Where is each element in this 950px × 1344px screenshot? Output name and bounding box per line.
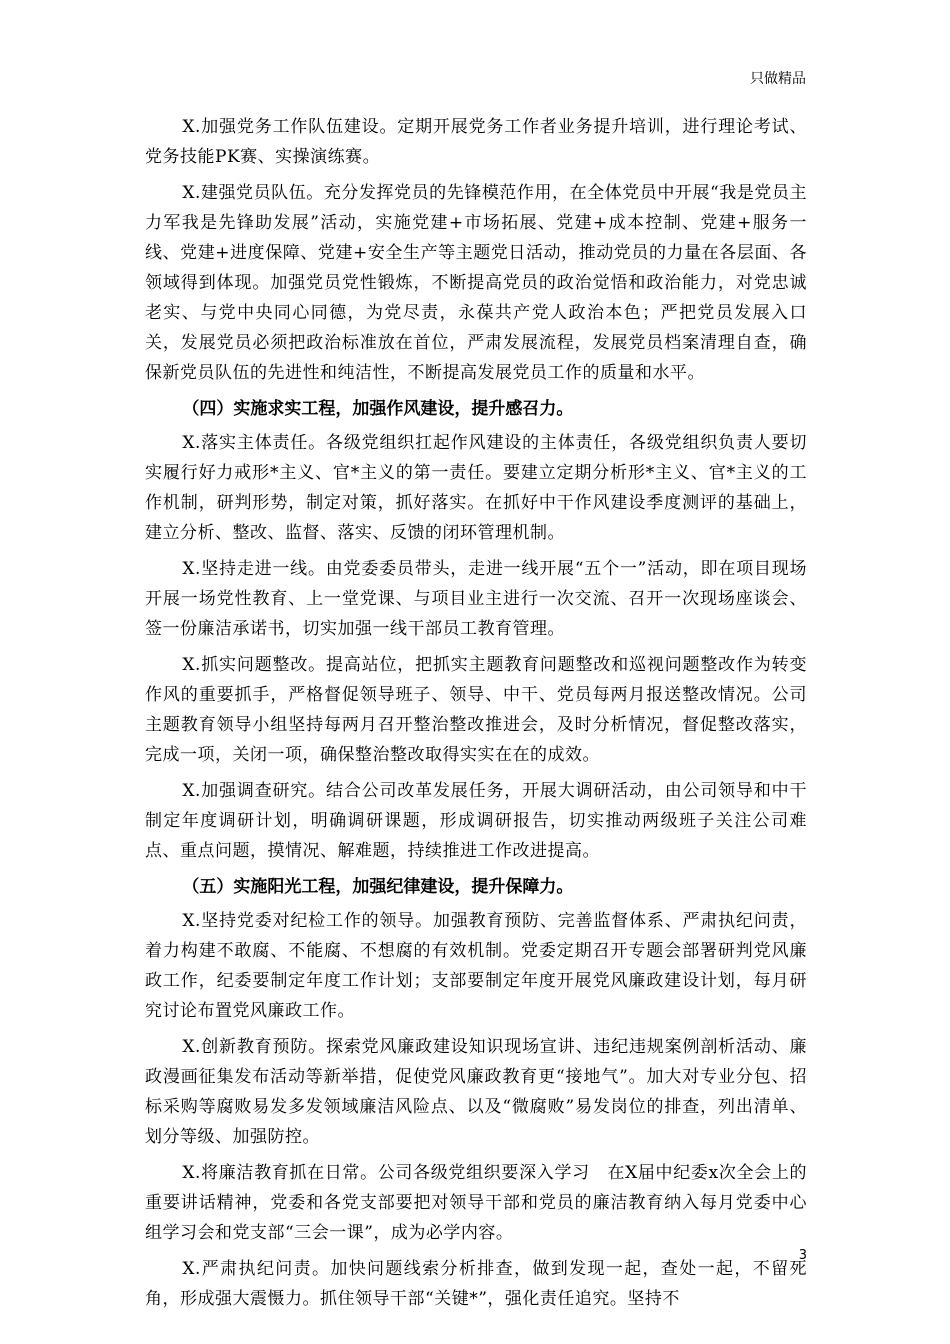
paragraph-frontline: X.坚持走进一线。由党委委员带头，走进一线开展“五个一”活动，即在项目现场开展一场党性教育、上一堂党课、与项目业主进行一次交流、召开一次现场座谈会、签一份廉洁承诺书，切实加强一线干部员工教育管理。 [145,559,807,639]
paragraph-party-member-team: X.建强党员队伍。充分发挥党员的先锋模范作用，在全体党员中开展“我是党员主力军我是先锋助发展”活动，实施党建+市场拓展、党建+成本控制、党建+服务一线、党建+进度保障、党建+安全生产等主题党日活动，推动党员的力量在各层面、各领域得到体现。加强党员党性锻炼，不断提高党员的政治觉悟和政治能力，对党忠诚老实、与党中央同心同德，为党尽责，永葆共产党人政治本色；严把党员发展入口关，发展党员必须把政治标准放在首位，严肃发展流程，发展党员档案清理自查，确保新党员队伍的先进性和纯洁性，不断提高发展党员工作的质量和水平。 [145,183,807,383]
header-note: 只做精品 [750,71,806,87]
section-heading-4: （四）实施求实工程，加强作风建设，提升感召力。 [182,399,574,419]
document-body [145,112,807,1320]
paragraph-rectification: X.抓实问题整改。提高站位，把抓实主题教育问题整改和巡视问题整改作为转变作风的重要抓手，严格督促领导班子、领导、中干、党员每两月报送整改情况。公司主题教育领导小组坚持每两月召开整治整改推进会，及时分析情况，督促整改落实，完成一项，关闭一项，确保整治整改取得实实在在的成效。 [145,655,807,765]
section-heading-5: （五）实施阳光工程，加强纪律建设，提升保障力。 [182,877,574,897]
paragraph-daily-education: X.将廉洁教育抓在日常。公司各级党组织要深入学习 在X届中纪委x次全会上的重要讲话精神，党委和各党支部要把对领导干部和党员的廉洁教育纳入每月党委中心组学习会和党支部“三会一课”，成为必学内容。 [145,1163,807,1243]
paragraph-main-responsibility: X.落实主体责任。各级党组织扛起作风建设的主体责任，各级党组织负责人要切实履行好力戒形*主义、官*主义的第一责任。要建立定期分析形*主义、官*主义的工作机制，研判形势，制定对策，抓好落实。在抓好中干作风建设季度测评的基础上，建立分析、整改、监督、落实、反馈的闭环管理机制。 [145,433,807,543]
paragraph-accountability: X.严肃执纪问责。加快问题线索分析排查，做到发现一起，查处一起，不留死角，形成强大震慑力。抓住领导干部“关键*”，强化责任追究。坚持不 [145,1259,807,1309]
page-number: 3 [798,1248,807,1263]
paragraph-research: X.加强调查研究。结合公司改革发展任务，开展大调研活动，由公司领导和中干制定年度调研计划，明确调研课题，形成调研报告，切实推动两级班子关注公司难点、重点问题，摸情况、解难题，持续推进工作改进提高。 [145,781,807,861]
paragraph-discipline-leadership: X.坚持党委对纪检工作的领导。加强教育预防、完善监督体系、严肃执纪问责，着力构建不敢腐、不能腐、不想腐的有效机制。党委定期召开专题会部署研判党风廉政工作，纪委要制定年度工作计划；支部要制定年度开展党风廉政建设计划，每月研究讨论布置党风廉政工作。 [145,911,807,1021]
paragraph-education-prevention: X.创新教育预防。探索党风廉政建设知识现场宣讲、违纪违规案例剖析活动、廉政漫画征集发布活动等新举措，促使党风廉政教育更“接地气”。加大对专业分包、招标采购等腐败易发多发领域廉洁风险点、以及“微腐败”易发岗位的排查，列出清单、划分等级、加强防控。 [145,1037,807,1147]
paragraph-party-affairs-team: X.加强党务工作队伍建设。定期开展党务工作者业务提升培训，进行理论考试、党务技能PK赛、实操演练赛。 [145,117,807,167]
